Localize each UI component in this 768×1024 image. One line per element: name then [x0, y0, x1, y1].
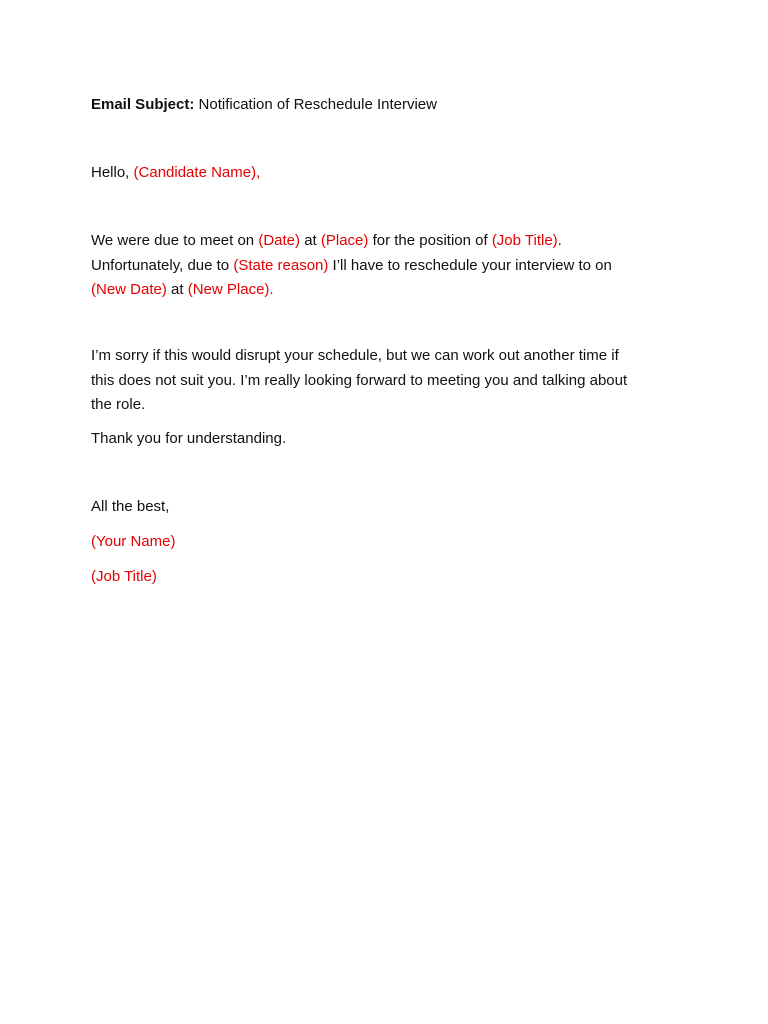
para2-line2: this does not suit you. I’m really looking forward to meeting you and talking about	[91, 372, 628, 389]
closing-line: All the best,	[91, 498, 170, 515]
para1-line1	[91, 231, 562, 251]
para1-text: for the position of	[372, 232, 488, 249]
greeting-hello: Hello,	[91, 164, 130, 181]
placeholder-job-title: (Job Title)	[491, 232, 558, 249]
para1-line3	[91, 280, 274, 300]
para1-text: at	[171, 281, 184, 298]
para1-text: I’ll have to reschedule your interview to on	[332, 257, 612, 274]
placeholder-new-date: (New Date)	[91, 281, 167, 298]
thanks-line: Thank you for understanding.	[91, 430, 287, 447]
email-subject-line	[91, 95, 437, 115]
subject-text: Notification of Reschedule Interview	[198, 96, 437, 113]
placeholder-your-name: (Your Name)	[91, 533, 176, 550]
placeholder-date: (Date)	[258, 232, 301, 249]
subject-label: Email Subject:	[91, 96, 195, 113]
para1-text: Unfortunately, due to	[91, 257, 230, 274]
placeholder-candidate-name: (Candidate Name),	[133, 164, 261, 181]
para1-text: We were due to meet on	[91, 232, 255, 249]
placeholder-state-reason: (State reason)	[233, 257, 329, 274]
para1-line2	[91, 256, 612, 276]
para2-line1: I’m sorry if this would disrupt your schedule, but we can work out another time if	[91, 347, 619, 364]
para1-text: .	[557, 232, 562, 249]
para1-text: at	[304, 232, 317, 249]
placeholder-new-place: (New Place).	[187, 281, 274, 298]
placeholder-place: (Place)	[320, 232, 369, 249]
greeting-line	[91, 163, 260, 183]
para2-line3: the role.	[91, 396, 146, 413]
placeholder-signature-job-title: (Job Title)	[91, 568, 157, 585]
